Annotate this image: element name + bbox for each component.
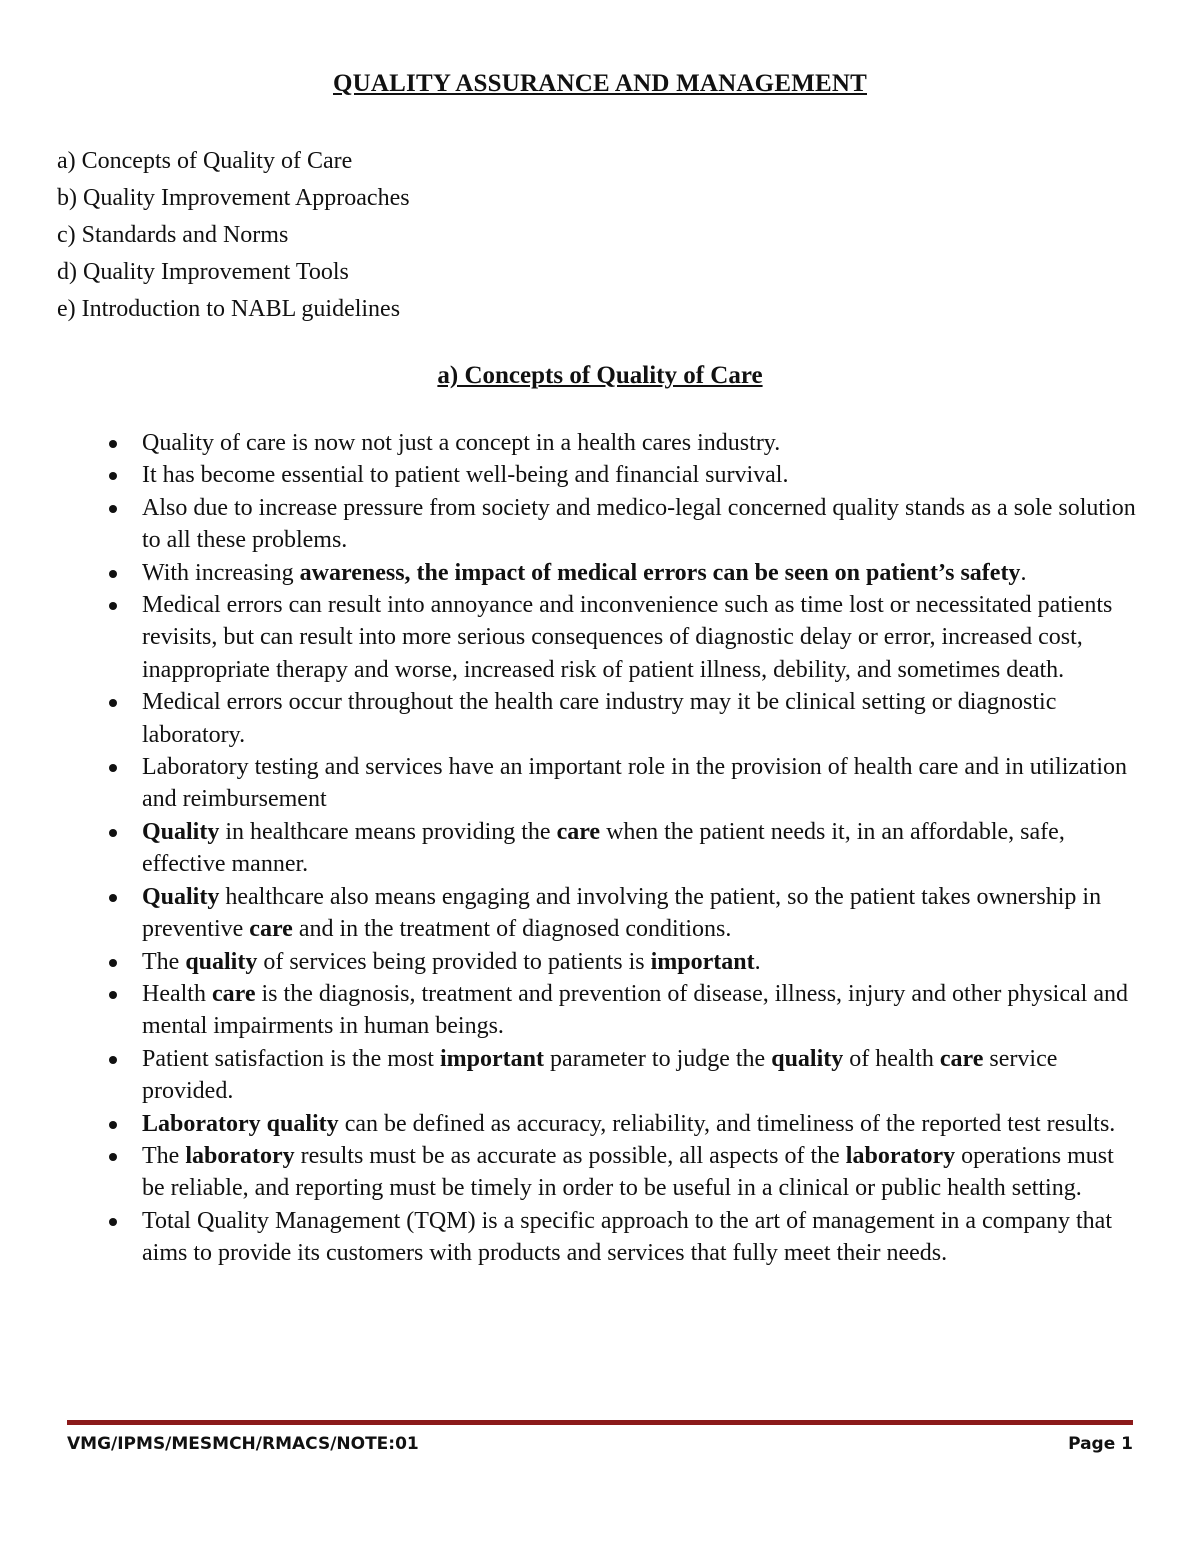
bullet-dot-icon <box>109 472 117 480</box>
bullet-text-run: . <box>754 948 761 975</box>
bullet-item <box>109 816 1139 881</box>
footer-rule <box>67 1420 1133 1425</box>
bullet-item <box>109 751 1139 816</box>
bullet-text-run: healthcare also means engaging and involving the patient, so the patient takes ownership in preventive <box>142 883 1102 943</box>
bullet-item <box>109 881 1139 946</box>
bullet-dot-icon <box>109 829 117 837</box>
bullet-item <box>109 978 1139 1043</box>
bullet-item <box>109 459 1139 491</box>
bullet-text-run: Patient satisfaction is the most <box>142 1045 440 1072</box>
bullet-text-run: and in the treatment of diagnosed conditions. <box>292 916 732 943</box>
bullet-dot-icon <box>109 570 117 578</box>
bullet-list <box>109 427 1139 1270</box>
bullet-text-run: results must be as accurate as possible, all aspects of the <box>294 1142 846 1169</box>
bullet-item <box>109 1043 1139 1108</box>
bullet-text-run: care <box>249 916 293 943</box>
bullet-text-run: when the patient needs it, in an affordable, safe, effective manner. <box>142 818 1065 878</box>
bullet-dot-icon <box>109 959 117 967</box>
bullet-text-run: important <box>439 1045 544 1072</box>
bullet-text-run: Health <box>142 980 212 1007</box>
bullet-text-run: laboratory <box>185 1142 295 1169</box>
bullet-item <box>109 557 1139 589</box>
bullet-text-run: is the diagnosis, treatment and prevention of disease, illness, injury and other physical and mental impairments in human beings. <box>142 980 1128 1040</box>
bullet-text-run: Quality <box>142 818 220 845</box>
bullet-item <box>109 492 1139 557</box>
bullet-text-run: The <box>142 1142 186 1169</box>
bullet-text-run: Quality <box>142 883 220 910</box>
bullet-text-run: . <box>1020 559 1027 586</box>
bullet-text-run: of services being provided to patients is <box>257 948 651 975</box>
section-heading: a) Concepts of Quality of Care <box>437 362 763 389</box>
toc-item: d) Quality Improvement Tools <box>57 259 349 285</box>
bullet-dot-icon <box>109 894 117 902</box>
bullet-item <box>109 946 1139 978</box>
bullet-item <box>109 427 1139 459</box>
bullet-text-run: awareness, the impact of medical errors can be seen on patient’s safety <box>299 559 1021 586</box>
footer-document-code: VMG/IPMS/MESMCH/RMACS/NOTE:01 <box>67 1434 419 1454</box>
toc-item: e) Introduction to NABL guidelines <box>57 296 401 322</box>
toc-item: b) Quality Improvement Approaches <box>57 185 410 211</box>
document-title: QUALITY ASSURANCE AND MANAGEMENT <box>333 70 867 97</box>
bullet-dot-icon <box>109 991 117 999</box>
bullet-item <box>109 1205 1139 1270</box>
bullet-text-run: Quality of care is now not just a concept in a health cares industry. <box>142 430 781 456</box>
bullet-text-run: service provided. <box>142 1045 1058 1105</box>
bullet-text-run: quality <box>771 1045 844 1072</box>
bullet-text-run: operations must be reliable, and reporting must be timely in order to be useful in a clinical or public health setting. <box>142 1142 1114 1202</box>
bullet-item <box>109 686 1139 751</box>
bullet-item <box>109 1108 1139 1140</box>
toc-item: a) Concepts of Quality of Care <box>57 148 353 174</box>
bullet-text-run: With increasing <box>142 559 300 586</box>
bullet-text-run: care <box>939 1045 984 1072</box>
bullet-text-run: The <box>142 948 186 975</box>
bullet-text-run: in healthcare means providing the <box>219 818 557 845</box>
bullet-text-run: Laboratory quality <box>142 1110 339 1137</box>
bullet-text-run: of health <box>843 1045 940 1072</box>
bullet-dot-icon <box>109 440 117 448</box>
bullet-text-run: Medical errors can result into annoyance and inconvenience such as time lost or necessitated patients revisits, but can result into more serious consequences of diagnostic delay or error, increased cost, inappropriate therapy and worse, increased risk of patient illness, debility, and sometimes death. <box>142 592 1113 683</box>
bullet-dot-icon <box>109 505 117 513</box>
bullet-text-run: parameter to judge the <box>543 1045 772 1072</box>
footer-page-number: Page 1 <box>1068 1434 1133 1454</box>
bullet-dot-icon <box>109 699 117 707</box>
bullet-item <box>109 1140 1139 1205</box>
bullet-text-run: It has become essential to patient well-being and financial survival. <box>142 462 789 489</box>
bullet-item <box>109 589 1139 686</box>
toc-item: c) Standards and Norms <box>57 222 289 248</box>
bullet-text-run: Also due to increase pressure from society and medico-legal concerned quality stands as a sole solution to all these problems. <box>142 494 1136 554</box>
bullet-text-run: care <box>556 818 601 845</box>
bullet-dot-icon <box>109 602 117 610</box>
bullet-dot-icon <box>109 1056 117 1064</box>
bullet-dot-icon <box>109 1218 117 1226</box>
bullet-text-run: quality <box>185 948 258 975</box>
bullet-dot-icon <box>109 1153 117 1161</box>
bullet-dot-icon <box>109 764 117 772</box>
bullet-text-run: Total Quality Management (TQM) is a specific approach to the art of management in a company that aims to provide its customers with products and services that fully meet their needs. <box>142 1207 1112 1267</box>
bullet-dot-icon <box>109 1121 117 1129</box>
bullet-text-run: important <box>650 948 755 975</box>
bullet-text-run: Laboratory testing and services have an important role in the provision of health care and in utilization and reimbursement <box>142 754 1128 813</box>
bullet-text-run: care <box>211 980 256 1007</box>
table-of-contents <box>57 143 410 328</box>
bullet-text-run: can be defined as accuracy, reliability, and timeliness of the reported test results. <box>338 1110 1116 1137</box>
bullet-text-run: Medical errors occur throughout the health care industry may it be clinical setting or diagnostic laboratory. <box>142 689 1057 748</box>
bullet-text-run: laboratory <box>845 1142 956 1169</box>
